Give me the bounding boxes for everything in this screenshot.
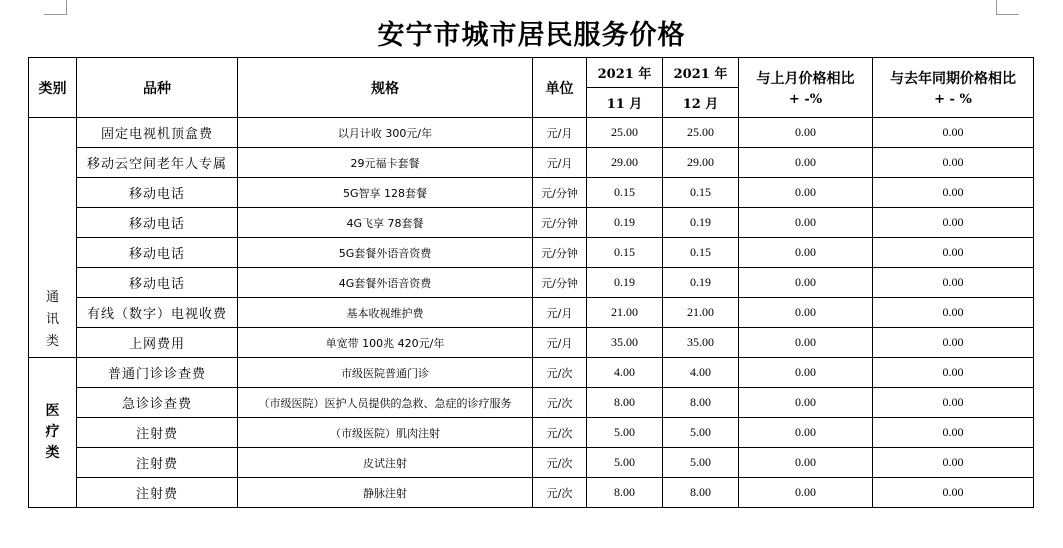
item-cell: 有线（数字）电视收费 [77, 298, 238, 328]
table-row [29, 358, 1034, 388]
table-row [29, 418, 1034, 448]
mom-change-cell: 0.00 [739, 448, 873, 478]
spec-cell: 5G套餐外语音资费 [238, 238, 533, 268]
price-curr-cell: 8.00 [663, 478, 739, 508]
unit-cell: 元/次 [533, 388, 587, 418]
header-mom [739, 58, 873, 118]
item-cell: 固定电视机顶盒费 [77, 118, 238, 148]
spec-cell: 皮试注射 [238, 448, 533, 478]
mom-change-cell: 0.00 [739, 328, 873, 358]
table-row [29, 268, 1034, 298]
price-prev-cell: 29.00 [587, 148, 663, 178]
spec-cell: 以月计收 300元/年 [238, 118, 533, 148]
unit-cell: 元/分钟 [533, 238, 587, 268]
price-curr-cell: 29.00 [663, 148, 739, 178]
price-curr-cell: 0.19 [663, 268, 739, 298]
item-cell: 移动电话 [77, 208, 238, 238]
table-row [29, 118, 1034, 148]
yoy-change-cell: 0.00 [873, 328, 1034, 358]
price-curr-cell: 25.00 [663, 118, 739, 148]
price-curr-cell: 35.00 [663, 328, 739, 358]
mom-change-cell: 0.00 [739, 418, 873, 448]
header-yoy [873, 58, 1034, 118]
item-cell: 注射费 [77, 478, 238, 508]
price-curr-cell: 21.00 [663, 298, 739, 328]
header-yoy-sub: + - % [934, 92, 972, 107]
price-prev-cell: 8.00 [587, 478, 663, 508]
mom-change-cell: 0.00 [739, 238, 873, 268]
spec-cell: 基本收视维护费 [238, 298, 533, 328]
item-cell: 注射费 [77, 418, 238, 448]
document-title: 安宁市城市居民服务价格 [377, 20, 686, 51]
mom-change-cell: 0.00 [739, 148, 873, 178]
header-year-prev: 2021 年 [587, 58, 663, 88]
header-item: 品种 [77, 58, 238, 118]
spec-cell: （市级医院）医护人员提供的急救、急症的诊疗服务 [238, 388, 533, 418]
spec-cell: 市级医院普通门诊 [238, 358, 533, 388]
header-year-curr: 2021 年 [663, 58, 739, 88]
yoy-change-cell: 0.00 [873, 148, 1034, 178]
table-row [29, 478, 1034, 508]
header-mom-label: 与上月价格相比 [756, 71, 855, 87]
unit-cell: 元/次 [533, 358, 587, 388]
yoy-change-cell: 0.00 [873, 178, 1034, 208]
yoy-change-cell: 0.00 [873, 268, 1034, 298]
header-spec: 规格 [238, 58, 533, 118]
table-row [29, 328, 1034, 358]
item-cell: 移动云空间老年人专属 [77, 148, 238, 178]
spec-cell: 29元福卡套餐 [238, 148, 533, 178]
unit-cell: 元/分钟 [533, 268, 587, 298]
header-row [29, 58, 1034, 88]
mom-change-cell: 0.00 [739, 208, 873, 238]
yoy-change-cell: 0.00 [873, 418, 1034, 448]
price-prev-cell: 8.00 [587, 388, 663, 418]
price-curr-cell: 0.15 [663, 178, 739, 208]
unit-cell: 元/次 [533, 418, 587, 448]
category-label: 通讯类 [45, 290, 59, 349]
price-prev-cell: 35.00 [587, 328, 663, 358]
spec-cell: 静脉注射 [238, 478, 533, 508]
price-curr-cell: 5.00 [663, 418, 739, 448]
price-curr-cell: 0.15 [663, 238, 739, 268]
spec-cell: 4G飞享 78套餐 [238, 208, 533, 238]
mom-change-cell: 0.00 [739, 118, 873, 148]
page-corner-mark-right [996, 0, 1019, 15]
mom-change-cell: 0.00 [739, 268, 873, 298]
table-row [29, 148, 1034, 178]
mom-change-cell: 0.00 [739, 178, 873, 208]
item-cell: 移动电话 [77, 268, 238, 298]
table-row [29, 388, 1034, 418]
table-row [29, 238, 1034, 268]
table-row [29, 448, 1034, 478]
price-prev-cell: 0.15 [587, 178, 663, 208]
price-table [28, 57, 1034, 508]
price-curr-cell: 4.00 [663, 358, 739, 388]
header-yoy-label: 与去年同期价格相比 [890, 71, 1016, 87]
item-cell: 急诊诊查费 [77, 388, 238, 418]
table-row [29, 208, 1034, 238]
price-prev-cell: 4.00 [587, 358, 663, 388]
unit-cell: 元/次 [533, 448, 587, 478]
yoy-change-cell: 0.00 [873, 358, 1034, 388]
category-telecom [29, 118, 77, 358]
spec-cell: 4G套餐外语音资费 [238, 268, 533, 298]
header-month-curr: 12 月 [663, 88, 739, 118]
header-mom-sub: + -% [788, 92, 823, 107]
yoy-change-cell: 0.00 [873, 118, 1034, 148]
price-curr-cell: 5.00 [663, 448, 739, 478]
price-table-body [29, 58, 1034, 508]
price-prev-cell: 0.19 [587, 208, 663, 238]
unit-cell: 元/月 [533, 298, 587, 328]
yoy-change-cell: 0.00 [873, 298, 1034, 328]
item-cell: 移动电话 [77, 238, 238, 268]
table-row [29, 178, 1034, 208]
mom-change-cell: 0.00 [739, 478, 873, 508]
mom-change-cell: 0.00 [739, 388, 873, 418]
price-prev-cell: 0.15 [587, 238, 663, 268]
yoy-change-cell: 0.00 [873, 478, 1034, 508]
item-cell: 上网费用 [77, 328, 238, 358]
item-cell: 普通门诊诊查费 [77, 358, 238, 388]
yoy-change-cell: 0.00 [873, 238, 1034, 268]
item-cell: 注射费 [77, 448, 238, 478]
page-corner-mark-left [44, 0, 67, 15]
unit-cell: 元/分钟 [533, 208, 587, 238]
spec-cell: 单宽带 100兆 420元/年 [238, 328, 533, 358]
header-category: 类别 [29, 58, 77, 118]
header-unit: 单位 [533, 58, 587, 118]
yoy-change-cell: 0.00 [873, 388, 1034, 418]
yoy-change-cell: 0.00 [873, 448, 1034, 478]
table-row [29, 298, 1034, 328]
unit-cell: 元/月 [533, 328, 587, 358]
mom-change-cell: 0.00 [739, 298, 873, 328]
price-prev-cell: 0.19 [587, 268, 663, 298]
spec-cell: （市级医院）肌肉注射 [238, 418, 533, 448]
unit-cell: 元/月 [533, 148, 587, 178]
item-cell: 移动电话 [77, 178, 238, 208]
unit-cell: 元/月 [533, 118, 587, 148]
price-prev-cell: 5.00 [587, 448, 663, 478]
header-month-prev: 11 月 [587, 88, 663, 118]
price-prev-cell: 5.00 [587, 418, 663, 448]
yoy-change-cell: 0.00 [873, 208, 1034, 238]
unit-cell: 元/次 [533, 478, 587, 508]
spec-cell: 5G智享 128套餐 [238, 178, 533, 208]
price-prev-cell: 21.00 [587, 298, 663, 328]
category-label: 医疗类 [45, 403, 60, 461]
mom-change-cell: 0.00 [739, 358, 873, 388]
price-curr-cell: 0.19 [663, 208, 739, 238]
price-curr-cell: 8.00 [663, 388, 739, 418]
price-prev-cell: 25.00 [587, 118, 663, 148]
category-medical [29, 358, 77, 508]
unit-cell: 元/分钟 [533, 178, 587, 208]
